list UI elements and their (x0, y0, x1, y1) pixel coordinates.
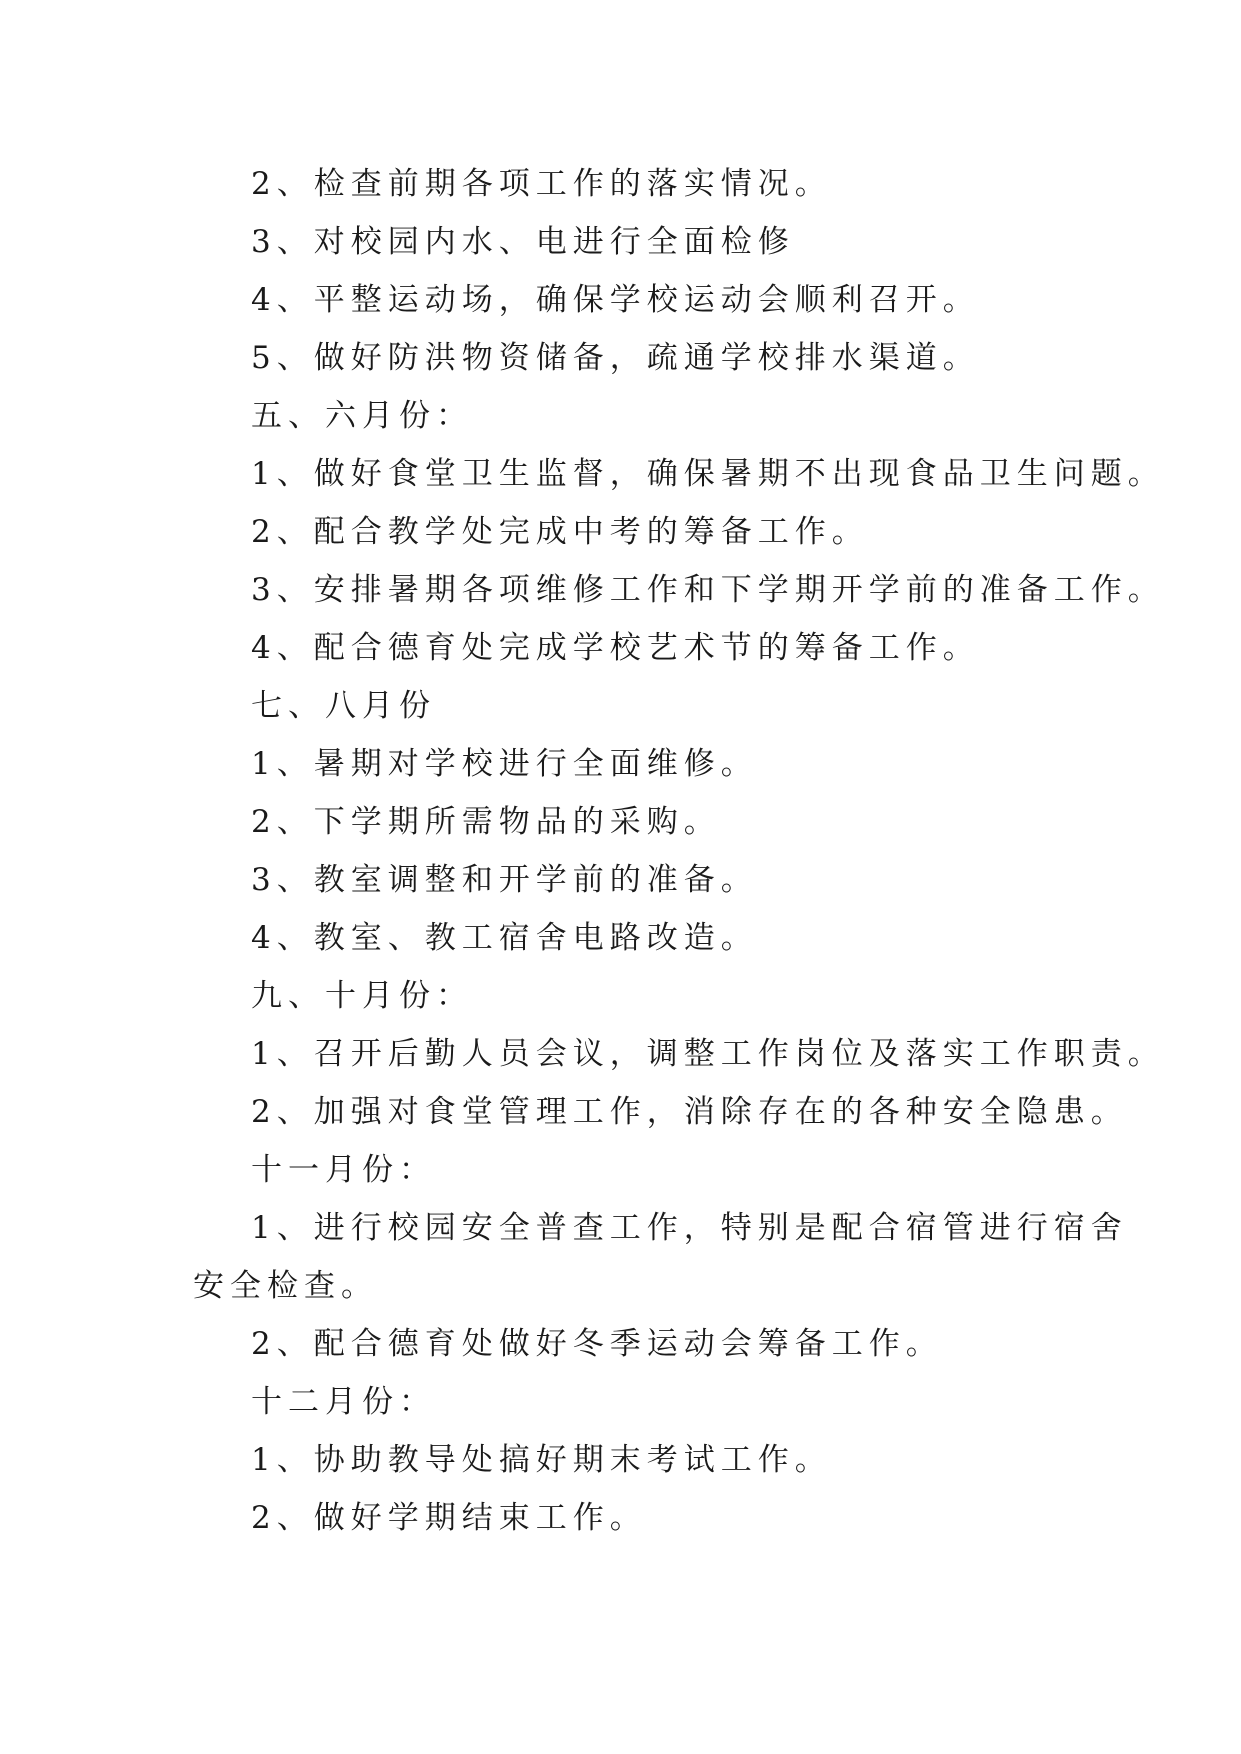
text-line: 2、下学期所需物品的采购。 (251, 804, 721, 840)
text-line: 2、加强对食堂管理工作，消除存在的各种安全隐患。 (251, 1094, 1128, 1130)
section-heading: 七、八月份 (251, 688, 436, 724)
text-line: 2、做好学期结束工作。 (251, 1500, 647, 1536)
text-line: 1、暑期对学校进行全面维修。 (251, 746, 758, 782)
section-heading: 九、十月份： (251, 978, 473, 1014)
section-heading: 五、六月份： (251, 398, 473, 434)
text-line: 4、平整运动场，确保学校运动会顺利召开。 (251, 282, 980, 318)
text-line: 3、对校园内水、电进行全面检修 (251, 224, 795, 260)
section-heading: 十一月份： (251, 1152, 436, 1188)
text-line: 1、召开后勤人员会议，调整工作岗位及落实工作职责。 (251, 1036, 1165, 1072)
text-line-continuation: 安全检查。 (193, 1268, 378, 1304)
text-line: 3、教室调整和开学前的准备。 (251, 862, 758, 898)
text-line: 1、协助教导处搞好期末考试工作。 (251, 1442, 832, 1478)
text-line: 1、进行校园安全普查工作，特别是配合宿管进行宿舍 (251, 1210, 1128, 1246)
text-line: 2、配合德育处做好冬季运动会筹备工作。 (251, 1326, 943, 1362)
section-heading: 十二月份： (251, 1384, 436, 1420)
text-line: 5、做好防洪物资储备，疏通学校排水渠道。 (251, 340, 980, 376)
text-line: 4、教室、教工宿舍电路改造。 (251, 920, 758, 956)
text-line: 4、配合德育处完成学校艺术节的筹备工作。 (251, 630, 980, 666)
text-line: 2、配合教学处完成中考的筹备工作。 (251, 514, 869, 550)
text-line: 3、安排暑期各项维修工作和下学期开学前的准备工作。 (251, 572, 1165, 608)
document-body (193, 155, 1165, 1547)
text-line: 2、检查前期各项工作的落实情况。 (251, 166, 832, 202)
text-line: 1、做好食堂卫生监督，确保暑期不出现食品卫生问题。 (251, 456, 1165, 492)
